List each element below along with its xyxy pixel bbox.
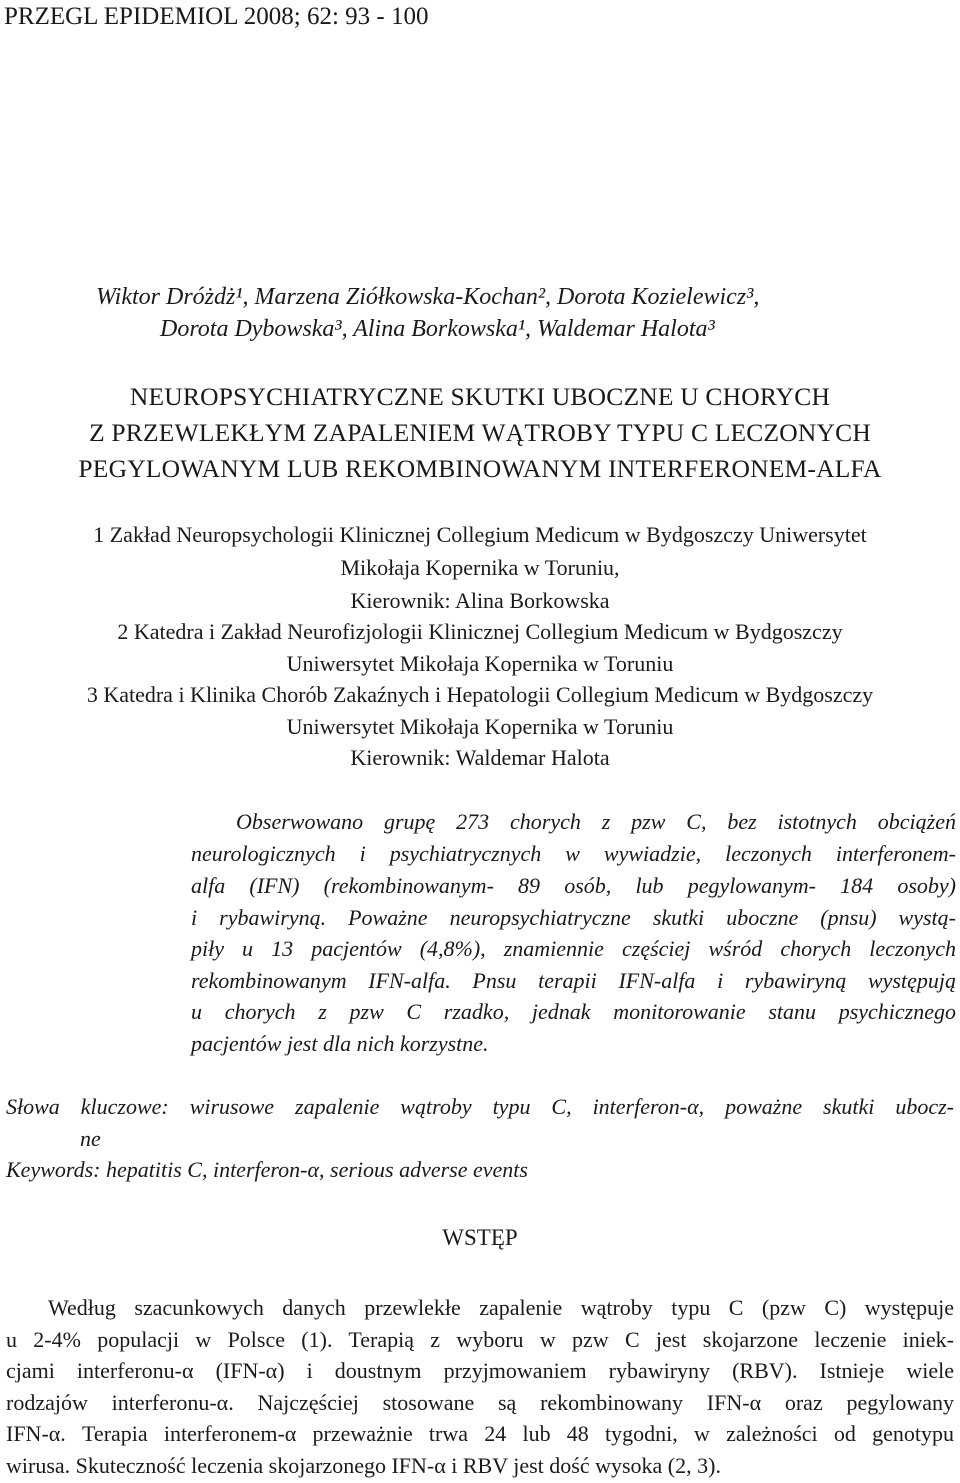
abstract-line-1: Obserwowano grupę 273 chorych z pzw C, bez istotnych obciążeń bbox=[236, 809, 956, 834]
authors-line-2: Dorota Dybowska³, Alina Borkowska¹, Waldemar Halota³ bbox=[160, 316, 715, 342]
abstract-line-4: i rybawiryną. Poważne neuropsychiatryczne skutki uboczne (pnsu) wystą- bbox=[191, 905, 956, 930]
body-line-4: rodzajów interferonu-α. Najczęściej stosowane są rekombinowany IFN-α oraz pegylowany bbox=[6, 1390, 954, 1415]
affiliation-line-3: Kierownik: Alina Borkowska bbox=[350, 588, 610, 613]
body-line-2: u 2-4% populacji w Polsce (1). Terapią z wyboru w pzw C jest skojarzone leczenie iniek- bbox=[6, 1327, 954, 1352]
body-line-5: IFN-α. Terapia interferonem-α przeważnie trwa 24 lub 48 tygodni, w zależności od genotypu bbox=[6, 1421, 954, 1446]
title-line-1: NEUROPSYCHIATRYCZNE SKUTKI UBOCZNE U CHORYCH bbox=[129, 382, 831, 411]
keywords-en: Keywords: hepatitis C, interferon-α, serious adverse events bbox=[6, 1157, 528, 1182]
affiliation-line-4: 2 Katedra i Zakład Neurofizjologii Klinicznej Collegium Medicum w Bydgoszczy bbox=[117, 619, 843, 644]
title-line-3: PEGYLOWANYM LUB REKOMBINOWANYM INTERFERONEM-ALFA bbox=[78, 454, 882, 483]
affiliation-line-1: 1 Zakład Neuropsychologii Klinicznej Collegium Medicum w Bydgoszczy Uniwersytet bbox=[93, 522, 867, 547]
keywords-pl-line-2: ne bbox=[80, 1126, 101, 1151]
affiliation-line-2: Mikołaja Kopernika w Toruniu, bbox=[340, 555, 620, 580]
abstract-line-8: pacjentów jest dla nich korzystne. bbox=[191, 1031, 489, 1056]
title-line-2: Z PRZEWLEKŁYM ZAPALENIEM WĄTROBY TYPU C LECZONYCH bbox=[89, 418, 871, 447]
abstract-line-6: rekombinowanym IFN-alfa. Pnsu terapii IFN-alfa i rybawiryną występują bbox=[191, 968, 956, 993]
affiliation-line-6: 3 Katedra i Klinika Chorób Zakaźnych i Hepatologii Collegium Medicum w Bydgoszczy bbox=[86, 682, 874, 707]
keywords-pl-line-1: Słowa kluczowe: wirusowe zapalenie wątroby typu C, interferon-α, poważne skutki ubocz- bbox=[6, 1094, 954, 1119]
authors-line-1: Wiktor Dróżdż¹, Marzena Ziółkowska-Kochan², Dorota Kozielewicz³, bbox=[96, 284, 760, 310]
abstract-line-5: piły u 13 pacjentów (4,8%), znamiennie częściej wśród chorych leczonych bbox=[191, 936, 956, 961]
body-line-6: wirusa. Skuteczność leczenia skojarzonego IFN-α i RBV jest dość wysoka (2, 3). bbox=[6, 1453, 721, 1478]
abstract-line-3: alfa (IFN) (rekombinowanym- 89 osób, lub pegylowanym- 184 osoby) bbox=[191, 873, 956, 898]
body-line-1: Według szacunkowych danych przewlekłe zapalenie wątroby typu C (pzw C) występuje bbox=[48, 1295, 954, 1320]
section-heading: WSTĘP bbox=[442, 1225, 518, 1250]
abstract-line-7: u chorych z pzw C rzadko, jednak monitorowanie stanu psychicznego bbox=[191, 999, 956, 1024]
running-head: PRZEGL EPIDEMIOL 2008; 62: 93 - 100 bbox=[4, 3, 429, 30]
affiliation-line-5: Uniwersytet Mikołaja Kopernika w Toruniu bbox=[286, 651, 674, 676]
affiliation-line-8: Kierownik: Waldemar Halota bbox=[350, 745, 610, 770]
abstract-line-2: neurologicznych i psychiatrycznych w wywiadzie, leczonych interferonem- bbox=[191, 841, 956, 866]
affiliation-line-7: Uniwersytet Mikołaja Kopernika w Toruniu bbox=[286, 714, 674, 739]
body-line-3: cjami interferonu-α (IFN-α) i doustnym przyjmowaniem rybawiryny (RBV). Istnieje wiele bbox=[6, 1358, 954, 1383]
